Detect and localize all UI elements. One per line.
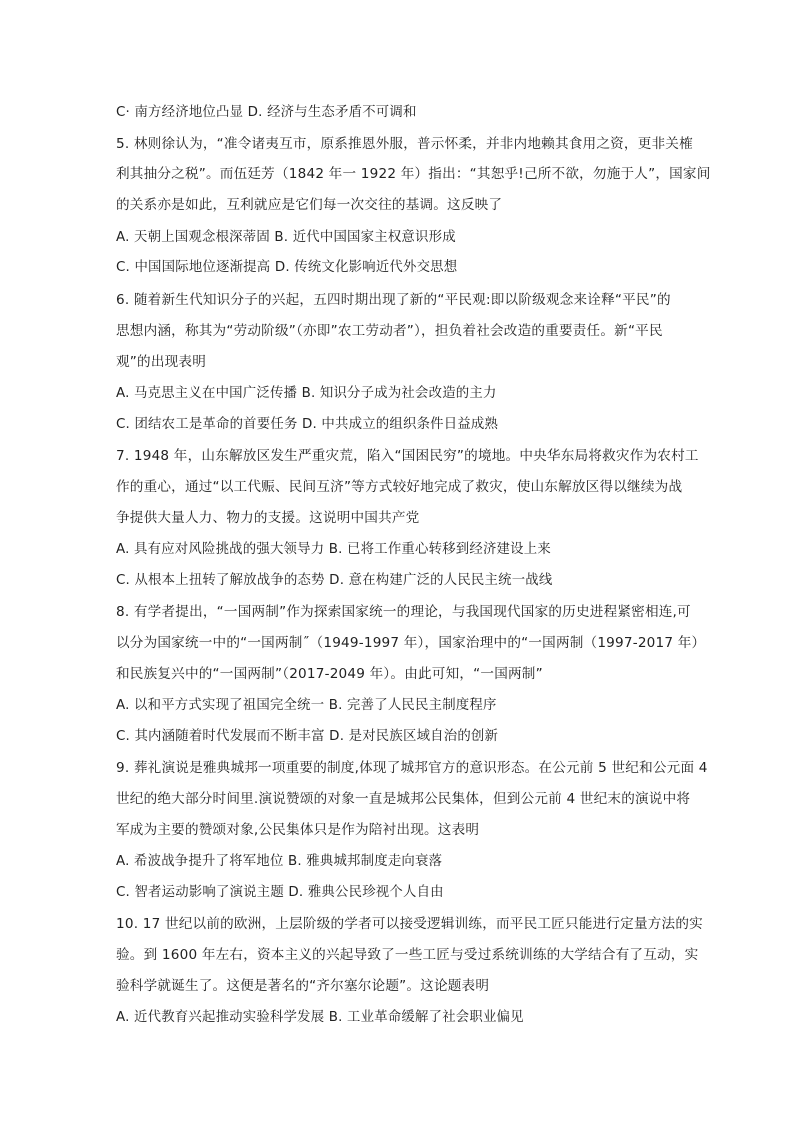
- q9-stem-line-1: 9. 葬礼演说是雅典城邦一项重要的制度,体现了城邦官方的意识形态。在公元前 5 世纪和公元面 4: [116, 760, 708, 776]
- q10-stem-line-3: 验科学就诞生了。这便是著名的“齐尔塞尔论题”。这论题表明: [116, 978, 490, 994]
- q9-options-ab: A. 希波战争提升了将军地位 B. 雅典城邦制度走向衰落: [116, 854, 443, 869]
- q7-stem-line-2: 作的重心，通过“以工代赈、民间互济”等方式较好地完成了救灾，使山东解放区得以继续为战: [116, 479, 683, 495]
- q8-options-ab: A. 以和平方式实现了祖国完全统一 B. 完善了人民民主制度程序: [116, 698, 497, 713]
- q6-options-cd: C. 团结农工是革命的首要任务 D. 中共成立的组织条件日益成熟: [116, 417, 499, 432]
- q4-options-cd: C· 南方经济地位凸显 D. 经济与生态矛盾不可调和: [116, 105, 417, 120]
- q10-stem-line-1: 10. 17 世纪以前的欧洲，上层阶级的学者可以接受逻辑训练，而平民工匠只能进行定量方法的实: [116, 916, 703, 932]
- q7-stem-line-1: 7. 1948 年，山东解放区发生严重灾荒，陷入“国困民穷”的境地。中央华东局将救灾作为农村工: [116, 448, 699, 464]
- q6-stem-line-2: 思想内涵，称其为“劳动阶级”（亦即”农工劳动者”），担负着社会改造的重要责任。新“平民: [116, 323, 663, 339]
- q7-options-cd: C. 从根本上扭转了解放战争的态势 D. 意在构建广泛的人民民主统一战线: [116, 573, 553, 588]
- q6-stem-line-1: 6. 随着新生代知识分子的兴起，五四时期出现了新的“平民观:即以阶级观念来诠释“平民”的: [116, 292, 671, 308]
- q5-options-ab: A. 天朝上国观念根深蒂固 B. 近代中国国家主权意识形成: [116, 230, 456, 245]
- q8-options-cd: C. 其内涵随着时代发展而不断丰富 D. 是对民族区域自治的创新: [116, 729, 499, 744]
- q6-stem-line-3: 观”的出现表明: [116, 354, 207, 370]
- q7-options-ab: A. 具有应对风险挑战的强大领导力 B. 已将工作重心转移到经济建设上来: [116, 542, 551, 557]
- q10-stem-line-2: 验。到 1600 年左右，资本主义的兴起导致了一些工匠与受过系统训练的大学结合有了互动，实: [116, 947, 699, 963]
- q5-stem-line-2: 利其抽分之税”。而伍廷芳（1842 年一 1922 年）指出：“其恕乎!己所不欲，勿施于人”，国家间: [116, 166, 711, 182]
- q9-stem-line-2: 世纪的绝大部分时间里.演说赞颂的对象一直是城邦公民集体，但到公元前 4 世纪末的演说中将: [116, 791, 691, 807]
- q5-options-cd: C. 中国国际地位逐渐提高 D. 传统文化影响近代外交思想: [116, 260, 458, 275]
- q9-options-cd: C. 智者运动影响了演说主题 D. 雅典公民珍视个人自由: [116, 885, 444, 900]
- q7-stem-line-3: 争提供大量人力、物力的支援。这说明中国共产党: [116, 510, 420, 526]
- q5-stem-line-1: 5. 林则徐认为，“准令诸夷互市，原系推恩外服，普示怀柔，并非内地赖其食用之资，更非关榷: [116, 136, 693, 152]
- q8-stem-line-3: 和民族复兴中的“一国两制”（2017-2049 年）。由此可知，“一国两制”: [116, 666, 543, 682]
- q8-stem-line-2: 以分为国家统一中的“一国两制˝（1949-1997 年），国家治理中的“一国两制（1997-2017 年）: [116, 635, 706, 651]
- q6-options-ab: A. 马克思主义在中国广泛传播 B. 知识分子成为社会改造的主力: [116, 386, 497, 401]
- q9-stem-line-3: 军成为主要的赞颂对象,公民集体只是作为陪衬出现。这表明: [116, 822, 480, 838]
- q5-stem-line-3: 的关系亦是如此，互利就应是它们每一次交往的基调。这反映了: [116, 197, 503, 213]
- q8-stem-line-1: 8. 有学者提出，“一国两制”作为探索国家统一的理论，与我国现代国家的历史进程紧密相连,可: [116, 604, 691, 620]
- q10-options-ab: A. 近代教育兴起推动实验科学发展 B. 工业革命缓解了社会职业偏见: [116, 1010, 524, 1025]
